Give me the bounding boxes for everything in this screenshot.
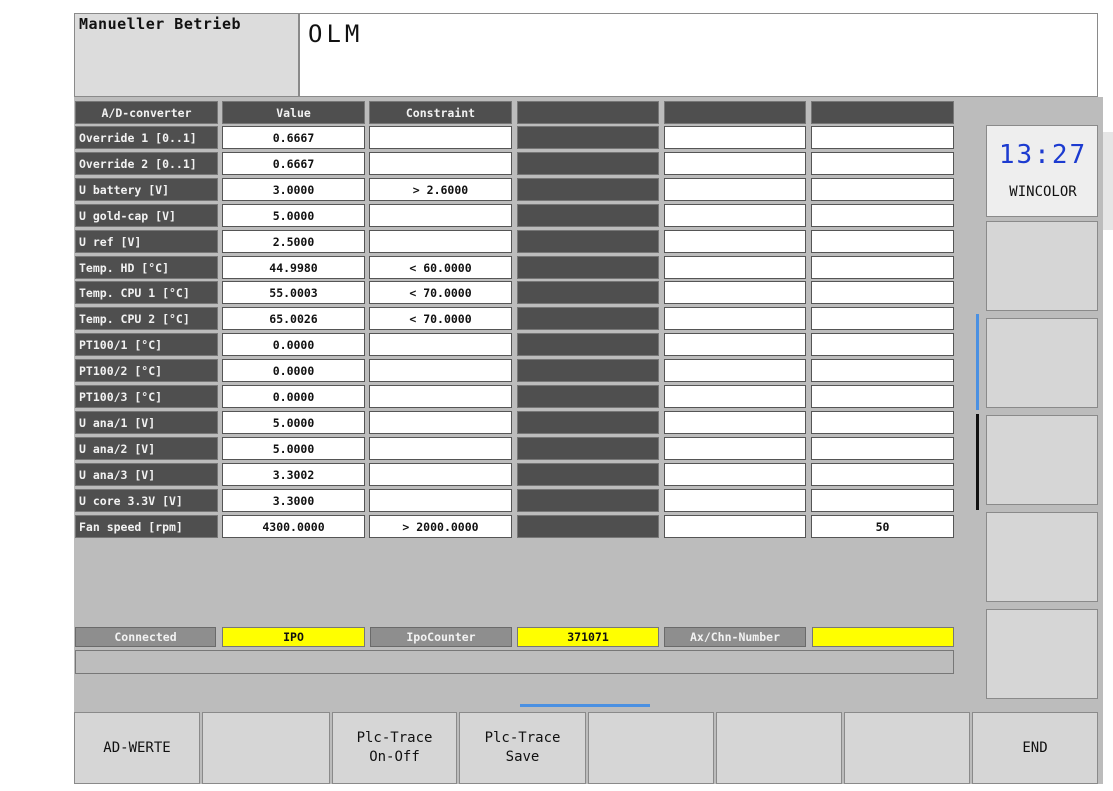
connection-state-value: IPO — [222, 627, 365, 647]
row-constraint[interactable] — [369, 385, 512, 408]
row-col6[interactable] — [811, 178, 954, 201]
softkey-label-line2: Save — [505, 749, 540, 765]
row-constraint[interactable]: < 70.0000 — [369, 281, 512, 304]
message-line — [75, 650, 954, 674]
axis-channel-label: Ax/Chn-Number — [664, 627, 806, 647]
clock-softkey[interactable] — [986, 125, 1098, 217]
row-label: U gold-cap [V] — [75, 204, 218, 227]
edge-tab — [1103, 132, 1113, 230]
col-header-4 — [517, 101, 659, 124]
row-label: PT100/2 [°C] — [75, 359, 218, 382]
row-label: Temp. CPU 2 [°C] — [75, 307, 218, 330]
row-col4 — [517, 204, 659, 227]
row-col5[interactable] — [664, 281, 806, 304]
row-label: Temp. CPU 1 [°C] — [75, 281, 218, 304]
scroll-indicator-blue — [976, 314, 979, 410]
row-col4 — [517, 515, 659, 538]
row-label: U ana/1 [V] — [75, 411, 218, 434]
row-col5[interactable] — [664, 359, 806, 382]
row-col6[interactable] — [811, 411, 954, 434]
row-col6[interactable] — [811, 256, 954, 279]
vertical-softkey-4[interactable] — [986, 415, 1098, 505]
row-value[interactable]: 5.0000 — [222, 437, 365, 460]
row-label: PT100/1 [°C] — [75, 333, 218, 356]
row-col6[interactable] — [811, 437, 954, 460]
row-col5[interactable] — [664, 152, 806, 175]
row-value[interactable]: 65.0026 — [222, 307, 365, 330]
row-label: PT100/3 [°C] — [75, 385, 218, 408]
row-col6[interactable] — [811, 489, 954, 512]
connected-label: Connected — [75, 627, 216, 647]
row-col4 — [517, 256, 659, 279]
col-header-value: Value — [222, 101, 365, 124]
softkey-8[interactable] — [972, 712, 1098, 784]
row-label: Override 1 [0..1] — [75, 126, 218, 149]
row-col4 — [517, 126, 659, 149]
row-col6[interactable] — [811, 333, 954, 356]
row-col5[interactable] — [664, 463, 806, 486]
row-constraint[interactable] — [369, 230, 512, 253]
app-name: WINCOLOR — [1009, 184, 1077, 200]
row-col4 — [517, 230, 659, 253]
softkey-label-line1: AD-WERTE — [103, 739, 171, 756]
row-col4 — [517, 463, 659, 486]
row-col4 — [517, 333, 659, 356]
ipo-counter-value: 371071 — [517, 627, 659, 647]
row-col5[interactable] — [664, 333, 806, 356]
row-constraint[interactable] — [369, 463, 512, 486]
row-label: Fan speed [rpm] — [75, 515, 218, 538]
row-constraint[interactable]: < 60.0000 — [369, 256, 512, 279]
row-constraint[interactable]: > 2000.0000 — [369, 515, 512, 538]
row-constraint[interactable] — [369, 152, 512, 175]
row-value[interactable]: 0.6667 — [222, 126, 365, 149]
row-col4 — [517, 385, 659, 408]
row-col4 — [517, 411, 659, 434]
row-constraint[interactable] — [369, 437, 512, 460]
row-col5[interactable] — [664, 411, 806, 434]
row-value[interactable]: 44.9980 — [222, 256, 365, 279]
col-header-constraint: Constraint — [369, 101, 512, 124]
row-value[interactable]: 3.0000 — [222, 178, 365, 201]
row-label: U ana/2 [V] — [75, 437, 218, 460]
row-constraint[interactable] — [369, 359, 512, 382]
row-value[interactable]: 2.5000 — [222, 230, 365, 253]
row-value[interactable]: 3.3002 — [222, 463, 365, 486]
softkey-1[interactable] — [74, 712, 200, 784]
row-col6[interactable] — [811, 463, 954, 486]
softkey-7[interactable] — [844, 712, 970, 784]
softkey-6[interactable] — [716, 712, 842, 784]
row-col5[interactable] — [664, 307, 806, 330]
vertical-softkey-2[interactable] — [986, 221, 1098, 311]
row-label: U battery [V] — [75, 178, 218, 201]
softkey-3[interactable] — [332, 712, 457, 784]
softkey-label-line1: Plc-Trace — [484, 730, 561, 746]
row-col4 — [517, 178, 659, 201]
row-col6[interactable]: 50 — [811, 515, 954, 538]
row-col5[interactable] — [664, 256, 806, 279]
row-col5[interactable] — [664, 385, 806, 408]
row-label: Temp. HD [°C] — [75, 256, 218, 279]
row-col6[interactable] — [811, 152, 954, 175]
row-col5[interactable] — [664, 437, 806, 460]
softkey-label-line1: END — [1022, 739, 1048, 756]
softkey-label-line2: On-Off — [369, 749, 420, 765]
col-header-ad-converter: A/D-converter — [75, 101, 218, 124]
row-col6[interactable] — [811, 307, 954, 330]
row-col5[interactable] — [664, 126, 806, 149]
col-header-5 — [664, 101, 806, 124]
softkey-5[interactable] — [588, 712, 714, 784]
row-col5[interactable] — [664, 230, 806, 253]
row-constraint[interactable]: > 2.6000 — [369, 178, 512, 201]
row-label: U core 3.3V [V] — [75, 489, 218, 512]
softkey-label-line1: Plc-Trace — [356, 730, 433, 746]
row-col4 — [517, 281, 659, 304]
row-col4 — [517, 359, 659, 382]
row-label: U ana/3 [V] — [75, 463, 218, 486]
row-constraint[interactable] — [369, 489, 512, 512]
softkey-2[interactable] — [202, 712, 330, 784]
vertical-softkey-5[interactable] — [986, 512, 1098, 602]
ipo-counter-label: IpoCounter — [370, 627, 512, 647]
row-col6[interactable] — [811, 385, 954, 408]
operating-mode: Manueller Betrieb — [74, 13, 299, 97]
row-constraint[interactable]: < 70.0000 — [369, 307, 512, 330]
row-constraint[interactable] — [369, 411, 512, 434]
row-col4 — [517, 152, 659, 175]
row-value[interactable]: 0.0000 — [222, 385, 365, 408]
row-col4 — [517, 489, 659, 512]
row-col4 — [517, 307, 659, 330]
vertical-softkey-6[interactable] — [986, 609, 1098, 699]
row-col4 — [517, 437, 659, 460]
row-constraint[interactable] — [369, 126, 512, 149]
row-constraint[interactable] — [369, 333, 512, 356]
row-col5[interactable] — [664, 489, 806, 512]
row-col5[interactable] — [664, 204, 806, 227]
row-col5[interactable] — [664, 178, 806, 201]
row-label: U ref [V] — [75, 230, 218, 253]
row-col6[interactable] — [811, 126, 954, 149]
vertical-softkey-3[interactable] — [986, 318, 1098, 408]
row-value[interactable]: 3.3000 — [222, 489, 365, 512]
row-col6[interactable] — [811, 359, 954, 382]
softkey-4[interactable] — [459, 712, 586, 784]
row-value[interactable]: 5.0000 — [222, 204, 365, 227]
row-col5[interactable] — [664, 515, 806, 538]
row-value[interactable]: 0.0000 — [222, 359, 365, 382]
clock-time: 13:27 — [998, 140, 1088, 170]
scroll-indicator-black — [976, 414, 979, 510]
row-value[interactable]: 0.6667 — [222, 152, 365, 175]
row-value[interactable]: 5.0000 — [222, 411, 365, 434]
row-col6[interactable] — [811, 204, 954, 227]
row-constraint[interactable] — [369, 204, 512, 227]
row-value[interactable]: 0.0000 — [222, 333, 365, 356]
page-indicator — [520, 704, 650, 707]
row-value[interactable]: 4300.0000 — [222, 515, 365, 538]
row-col6[interactable] — [811, 281, 954, 304]
row-label: Override 2 [0..1] — [75, 152, 218, 175]
row-value[interactable]: 55.0003 — [222, 281, 365, 304]
row-col6[interactable] — [811, 230, 954, 253]
screen-title: OLM — [299, 13, 1098, 97]
axis-channel-value — [812, 627, 954, 647]
col-header-6 — [811, 101, 954, 124]
